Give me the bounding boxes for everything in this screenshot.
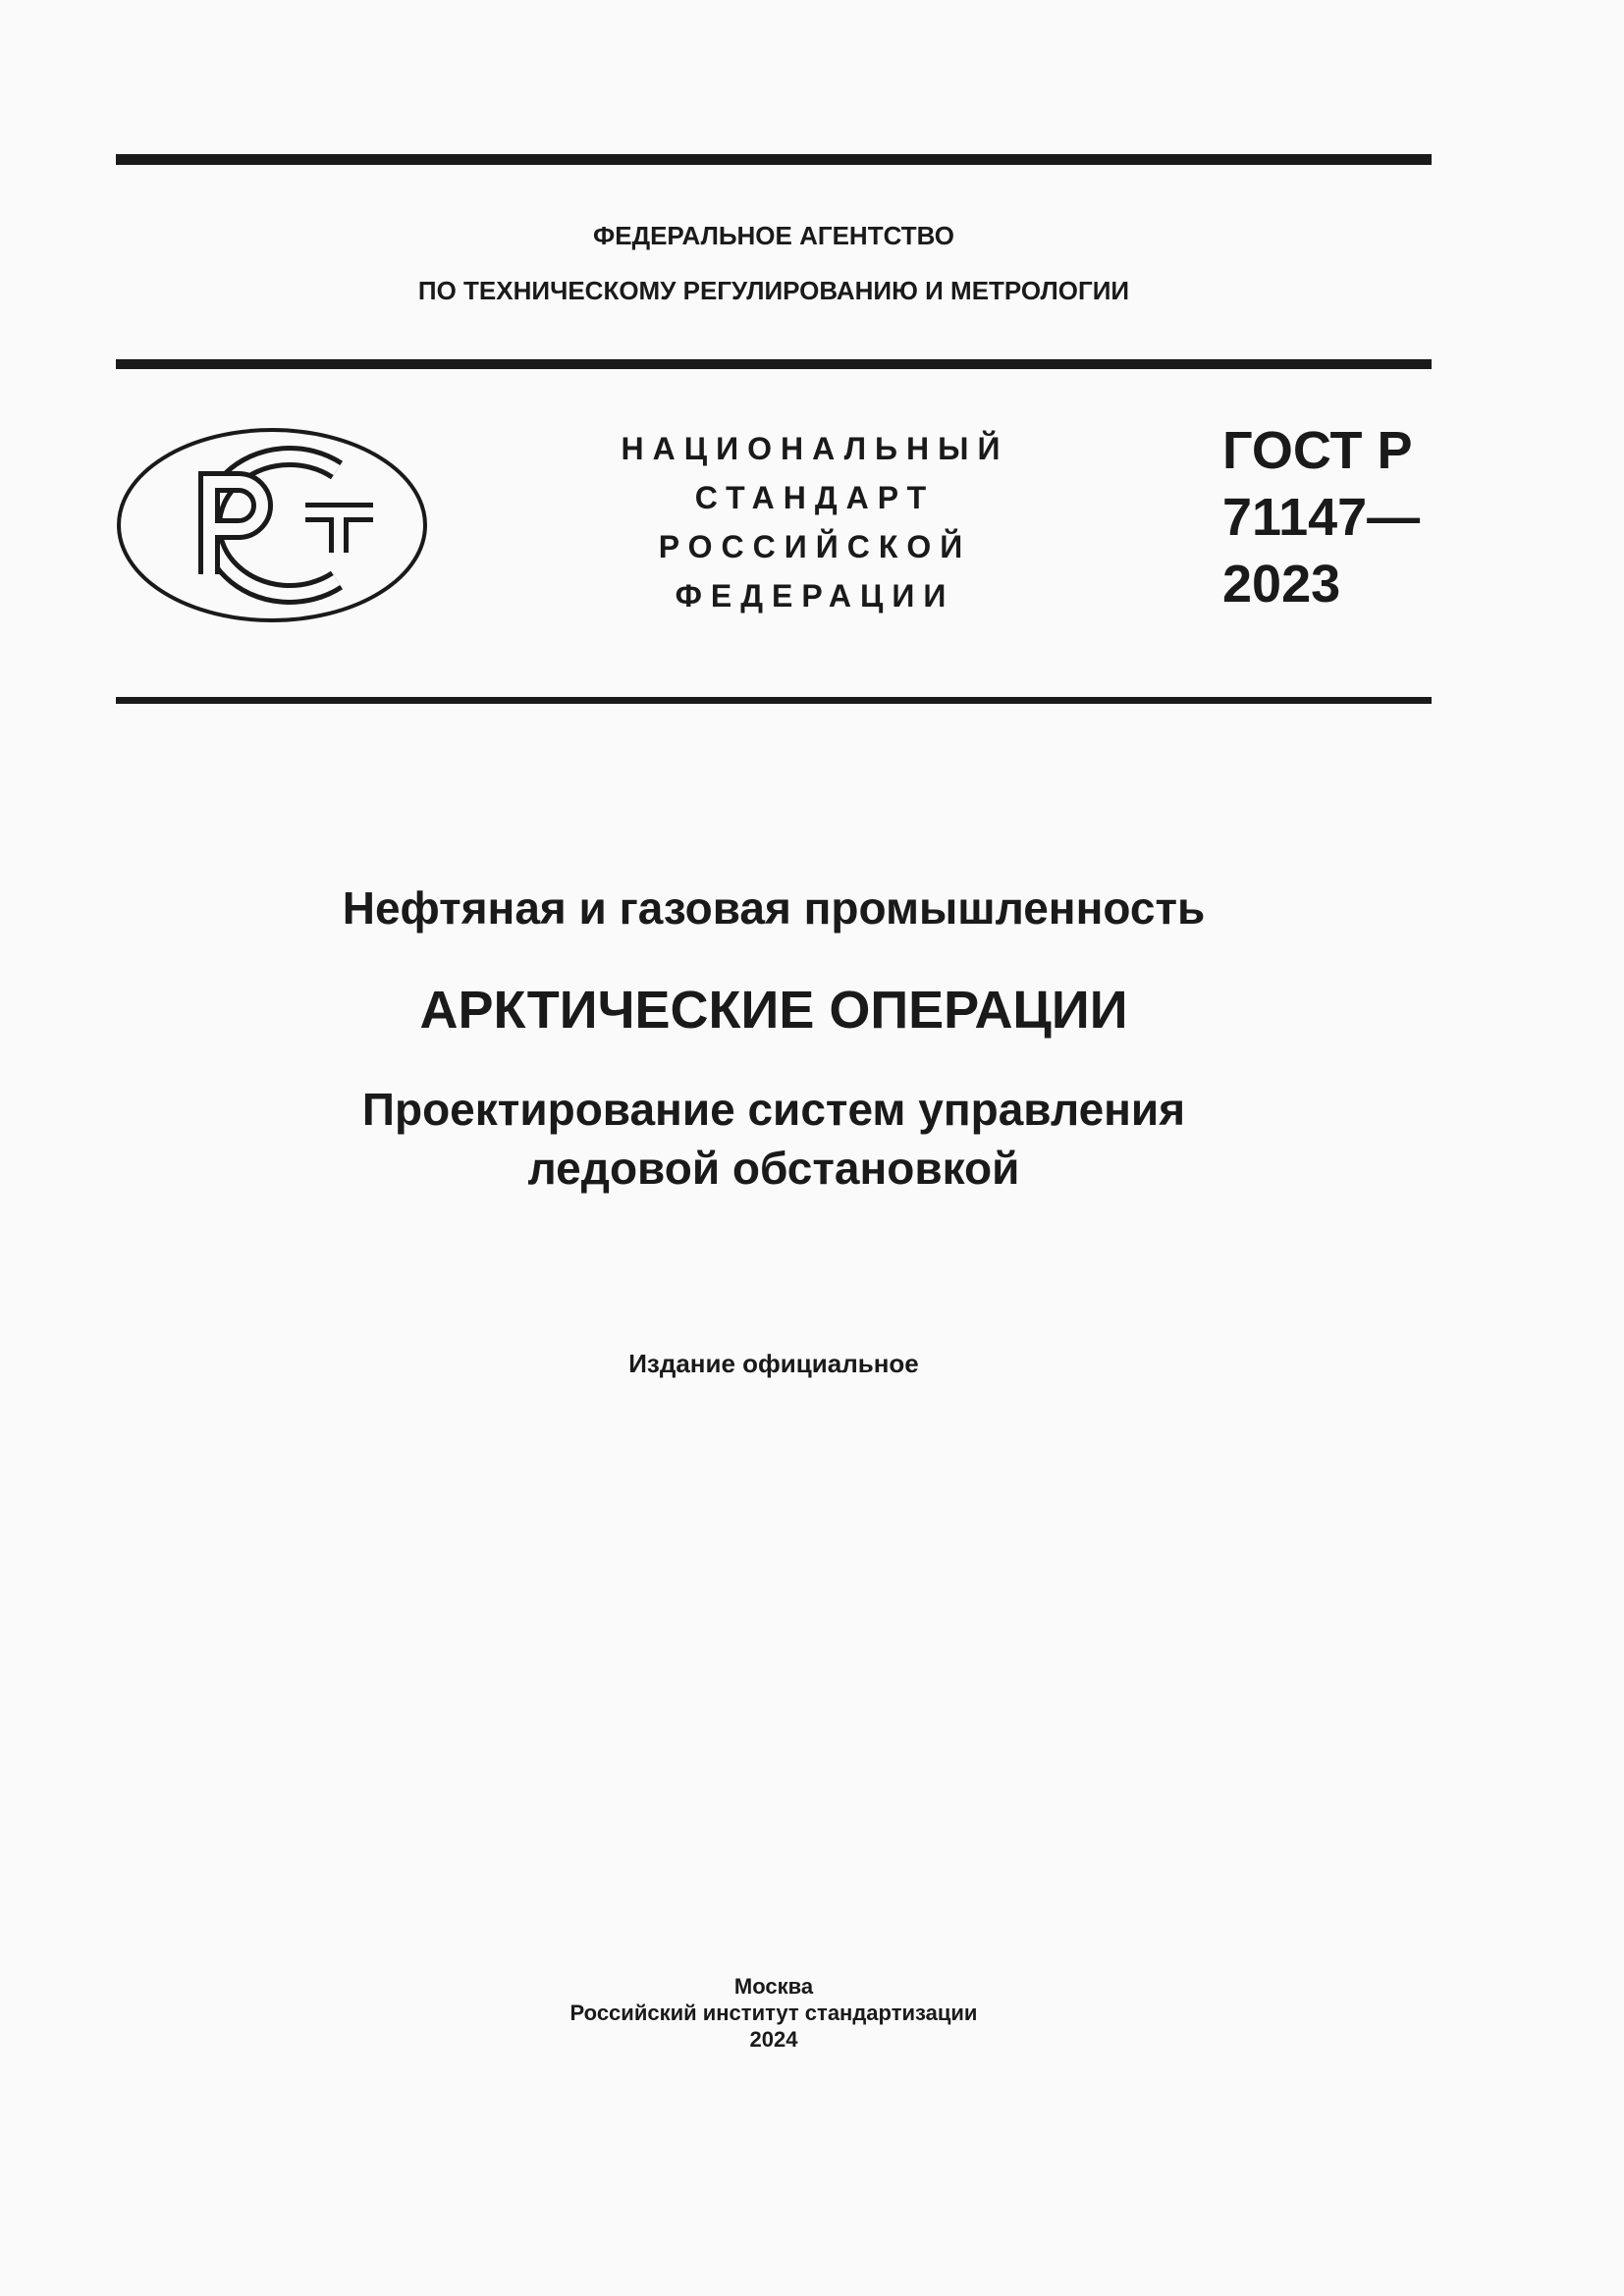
designation-line2: 71147— <box>1222 488 1421 547</box>
imprint-city: Москва <box>733 1974 814 1999</box>
imprint <box>116 1973 1432 2053</box>
agency-name-line1: ФЕДЕРАЛЬНОЕ АГЕНТСТВО <box>593 221 954 250</box>
description-line1: Проектирование систем управления <box>361 1084 1186 1135</box>
imprint-year: 2024 <box>749 2027 798 2052</box>
middle-rule <box>116 359 1432 369</box>
document-description <box>116 1080 1432 1198</box>
designation-line3: 2023 <box>1222 555 1341 614</box>
standard-kind-line: РОССИЙСКОЙ <box>658 529 972 564</box>
document-title: АРКТИЧЕСКИЕ ОПЕРАЦИИ <box>419 981 1128 1040</box>
bottom-rule <box>116 697 1432 704</box>
designation-line1: ГОСТ Р <box>1222 421 1413 480</box>
edition-label: Издание официальное <box>628 1349 919 1378</box>
description-line2: ледовой обстановкой <box>527 1143 1020 1194</box>
agency-name-line2: ПО ТЕХНИЧЕСКОМУ РЕГУЛИРОВАНИЮ И МЕТРОЛОГИИ <box>417 276 1130 305</box>
standard-kind <box>569 424 1060 620</box>
standard-kind-line: ФЕДЕРАЦИИ <box>675 578 955 614</box>
document-subtitle: Нефтяная и газовая промышленность <box>342 882 1206 934</box>
standard-designation <box>1222 417 1420 617</box>
standard-kind-line: НАЦИОНАЛЬНЫЙ <box>621 431 1009 466</box>
imprint-publisher: Российский институт стандартизации <box>569 2001 978 2025</box>
rst-certification-mark-icon <box>116 427 428 623</box>
standard-kind-line: СТАНДАРТ <box>694 480 936 515</box>
top-rule <box>116 154 1432 165</box>
